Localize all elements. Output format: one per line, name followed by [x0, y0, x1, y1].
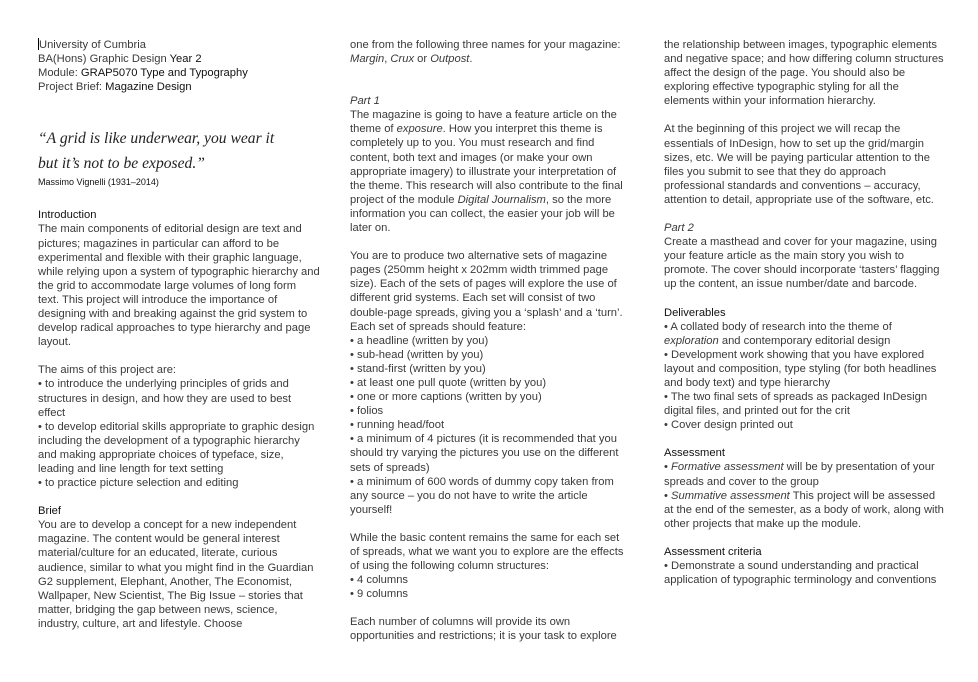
summative-assessment: • Summative assessment This project will be assessed at the end of the semester, as a body of work, along with other projects that make up the module. [664, 489, 944, 530]
list-item: • 9 columns [350, 588, 409, 601]
epigraph-quote [38, 127, 320, 188]
quote-attribution: Massimo Vignelli (1931–2014) [38, 177, 159, 188]
magazine-name-option: Crux [390, 53, 415, 66]
list-item: • running head/foot [350, 419, 445, 432]
assessment-heading: Assessment [664, 447, 725, 460]
part1-paragraph-4-continued: the relationship between images, typographic elements and negative space; and how differing column structures affect the design of the page. You should also be exploring effective typographic styling for all the elements within your information hierarchy. [664, 39, 944, 108]
magazine-name-option: Outpost [430, 53, 470, 66]
formative-assessment: • Formative assessment will be by presentation of your spreads and cover to the group [664, 461, 935, 488]
column-structures-list [350, 573, 626, 601]
list-item: • to develop editorial skills appropriate to graphic design including the development of a typographic hierarchy and making appropriate choices of typeface, size, leading and line length for text setting [38, 420, 315, 475]
list-item: • one or more captions (written by you) [350, 391, 542, 404]
part1-paragraph-2: You are to produce two alternative sets of magazine pages (250mm height x 202mm width trimmed page size). Each of the sets of pages will explore the use of different grid systems. Each set will consist of two double-page spreads, giving you a ‘splash’ and a ‘turn’. Each set of spreads should feature: [350, 250, 623, 333]
column-3 [664, 38, 944, 587]
deliverables-list [664, 320, 944, 433]
list-item: • stand-first (written by you) [350, 362, 486, 375]
column-2 [350, 38, 626, 644]
list-item: • a minimum of 600 words of dummy copy taken from any source – you do not have to write the article yourself! [350, 475, 614, 516]
aims-list [38, 377, 320, 490]
course-label: BA(Hons) Graphic Design [38, 53, 170, 66]
list-item: • Development work showing that you have explored layout and composition, type styling (for both headlines and body text) and type hierarchy [664, 348, 937, 389]
module-title: GRAP5070 Type and Typography [80, 67, 248, 80]
part2-body: Create a masthead and cover for your magazine, using your feature article as the main story you wish to promote. The cover should incorporate ‘tasters’ flagging up the content, an issue number/date and barcode. [664, 236, 940, 291]
course-year: Year 2 [169, 53, 202, 66]
list-item: • sub-head (written by you) [350, 348, 484, 361]
university-name: University of Cumbria [39, 39, 146, 51]
spread-features-list [350, 334, 626, 517]
introduction-heading: Introduction [38, 209, 97, 222]
list-item: • 4 columns [350, 574, 409, 587]
list-item: • Cover design printed out [664, 419, 793, 432]
column-1 [38, 38, 320, 631]
list-item: • at least one pull quote (written by you) [350, 376, 547, 389]
list-item: • The two final sets of spreads as packaged InDesign digital files, and printed out for the crit [664, 391, 928, 418]
list-item: • to practice picture selection and editing [38, 477, 239, 490]
assessment-criteria-item: • Demonstrate a sound understanding and practical application of typographic terminology and conventions [664, 560, 937, 587]
list-item: • to introduce the underlying principles of grids and structures in design, and how they are used to best effect [38, 378, 292, 419]
brief-body: You are to develop a concept for a new independent magazine. The content would be general interest material/culture for an educated, literate, curious audience, similar to what you might find in the Guardian G2 supplement, Elephant, Another, The Economist, Wallpaper, New Scientist, The Big Issue – stories that matter, bridging the gap between news, science, industry, culture, art and lifestyle. Choose [38, 519, 314, 630]
part1-paragraph-1: The magazine is going to have a feature article on the theme of exposure. How you interpret this theme is completely up to you. You must research and find content, both text and images (or make your own appropriate imagery) to illustrate your interpretation of the theme. This research will also contribute to the final project of the module Digital Journalism, so the more information you can collect, the easier your job will be later on. [350, 109, 623, 235]
brief-heading: Brief [38, 505, 62, 518]
list-item: • A collated body of research into the theme of exploration and contemporary editorial design [664, 320, 892, 347]
part1-heading: Part 1 [350, 95, 380, 108]
document-header [38, 38, 320, 94]
brief-continued: one from the following three names for your magazine: Margin, Crux or Outpost. [350, 39, 621, 66]
part1-paragraph-5: At the beginning of this project we will recap the essentials of InDesign, how to set up the grid/margin sizes, etc. We will be paying particular attention to the files you submit to see that they do approach professional standards and conventions – accuracy, attention to detail, appropriate use of the software, etc. [664, 123, 934, 206]
magazine-name-option: Margin [350, 53, 385, 66]
assessment-criteria-heading: Assessment criteria [664, 545, 762, 558]
list-item: • a headline (written by you) [350, 334, 489, 347]
part1-paragraph-3: While the basic content remains the same for each set of spreads, what we want you to explore are the effects of using the following column structures: [350, 531, 624, 573]
introduction-body: The main components of editorial design are text and pictures; magazines in particular can afford to be experimental and flexible with their graphic language, while relying upon a system of typographic hierarchy and the grid to accommodate large volumes of long form text. This project will introduce the importance of designing with and breaking against the grid system to develop radical approaches to type hierarchy and page layout. [38, 223, 320, 349]
deliverables-heading: Deliverables [664, 306, 726, 319]
quote-line-1: “A grid is like underwear, you wear it [38, 130, 275, 148]
list-item: • a minimum of 4 pictures (it is recommended that you should try varying the pictures you use on the different sets of spreads) [350, 433, 619, 474]
quote-line-2: but it’s not to be exposed.” [38, 154, 205, 172]
aims-intro: The aims of this project are: [38, 364, 177, 377]
brief-title: Magazine Design [105, 81, 192, 94]
module-label: Module: [38, 67, 81, 80]
part1-paragraph-4: Each number of columns will provide its own opportunities and restrictions; it is your task to explore [350, 616, 617, 643]
part2-heading: Part 2 [664, 222, 694, 235]
brief-label: Project Brief: [38, 81, 106, 94]
list-item: • folios [350, 405, 384, 418]
